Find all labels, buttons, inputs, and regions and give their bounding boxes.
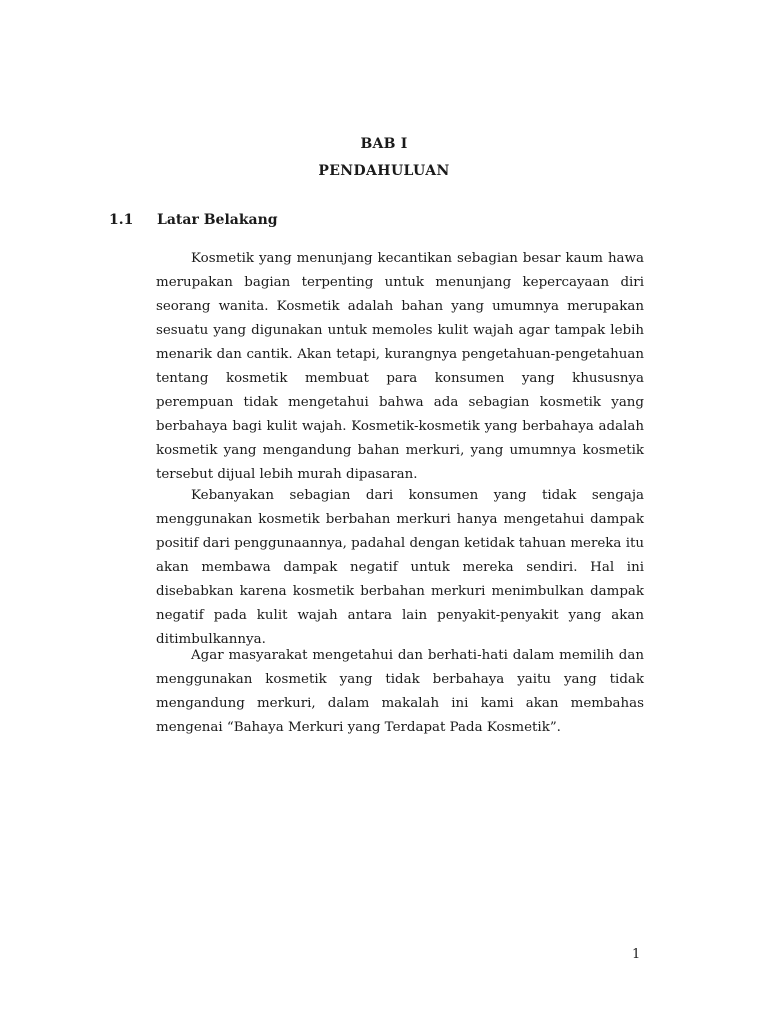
chapter-number: BAB I <box>360 136 408 152</box>
section-number: 1.1 <box>109 212 134 228</box>
section-title: Latar Belakang <box>157 212 278 228</box>
chapter-title: PENDAHULUAN <box>318 163 450 179</box>
paragraph-2 <box>156 484 644 652</box>
page-number: 1 <box>632 947 641 962</box>
paragraph-text: Kosmetik yang menunjang kecantikan sebagian besar kaum hawa merupakan bagian terpenting untuk menunjang kepercayaan diri seorang wanita. Kosmetik adalah bahan yang umumnya merupakan sesuatu yang digunakan untuk memoles kulit wajah agar tampak lebih menarik dan cantik. Akan tetapi, kurangnya pengetahuan-pengetahuan tentang kosmetik membuat para konsumen yang khususnya perempuan tidak mengetahui bahwa ada sebagian kosmetik yang berbahaya bagi kulit wajah. Kosmetik-kosmetik yang berbahaya adalah kosmetik yang mengandung bahan merkuri, yang umumnya kosmetik tersebut dijual lebih murah dipasaran. <box>156 251 644 482</box>
paragraph-3 <box>156 644 644 740</box>
paragraph-text: Kebanyakan sebagian dari konsumen yang tidak sengaja menggunakan kosmetik berbahan merkuri hanya mengetahui dampak positif dari penggunaannya, padahal dengan ketidak tahuan mereka itu akan membawa dampak negatif untuk mereka sendiri. Hal ini disebabkan karena kosmetik berbahan merkuri menimbulkan dampak negatif pada kulit wajah antara lain penyakit-penyakit yang akan ditimbulkannya. <box>156 488 644 647</box>
section-heading <box>109 212 278 228</box>
paragraph-text: Agar masyarakat mengetahui dan berhati-hati dalam memilih dan menggunakan kosmetik yang tidak berbahaya yaitu yang tidak mengandung merkuri, dalam makalah ini kami akan membahas mengenai “Bahaya Merkuri yang Terdapat Pada Kosmetik”. <box>156 648 644 735</box>
paragraph-1 <box>156 247 644 487</box>
